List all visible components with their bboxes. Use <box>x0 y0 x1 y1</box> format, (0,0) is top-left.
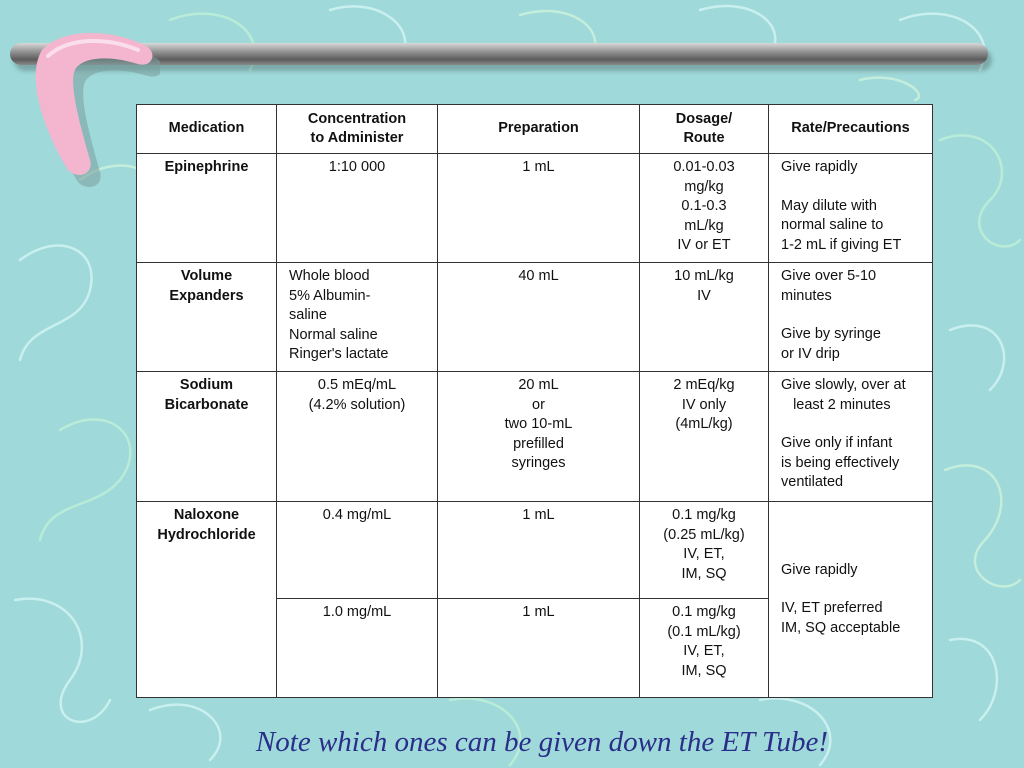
dosage-cell: 0.1 mg/kg (0.1 mL/kg) IV, ET, IM, SQ <box>640 599 769 698</box>
medication-name: Epinephrine <box>137 154 277 263</box>
rate-note: Give rapidly <box>781 159 858 175</box>
table-row <box>137 154 933 263</box>
medication-name: Volume Expanders <box>137 263 277 372</box>
dosage-cell: 0.01-0.03 mg/kg 0.1-0.3 mL/kg IV or ET <box>640 154 769 263</box>
rate-cell <box>769 502 933 698</box>
concentration-cell: 1.0 mg/mL <box>277 599 438 698</box>
medication-table <box>136 104 933 698</box>
rate-note: Give by syringe or IV drip <box>781 326 881 362</box>
table-header-row <box>137 105 933 154</box>
concentration-cell: 0.5 mEq/mL (4.2% solution) <box>277 372 438 502</box>
dosage-cell: 10 mL/kg IV <box>640 263 769 372</box>
table-row <box>137 372 933 502</box>
rate-note: Give only if infant is being effectively ventilated <box>781 435 900 490</box>
rate-note: Give over 5-10 minutes <box>781 268 877 304</box>
rate-cell <box>769 154 933 263</box>
header-concentration: Concentration to Administer <box>277 105 438 154</box>
footer-note: Note which ones can be given down the ET Tube! <box>255 726 829 758</box>
medication-name: Naloxone Hydrochloride <box>137 502 277 698</box>
preparation-cell: 20 mL or two 10-mL prefilled syringes <box>438 372 640 502</box>
table-row <box>137 263 933 372</box>
medication-name: Sodium Bicarbonate <box>137 372 277 502</box>
preparation-cell: 40 mL <box>438 263 640 372</box>
rate-note: May dilute with normal saline to 1-2 mL if giving ET <box>781 197 902 253</box>
header-preparation: Preparation <box>438 105 640 154</box>
header-dosage-route: Dosage/ Route <box>640 105 769 154</box>
dosage-cell: 2 mEq/kg IV only (4mL/kg) <box>640 372 769 502</box>
rate-note: IV, ET preferred IM, SQ acceptable <box>781 600 901 636</box>
rate-cell <box>769 372 933 502</box>
dosage-cell: 0.1 mg/kg (0.25 mL/kg) IV, ET, IM, SQ <box>640 502 769 599</box>
rate-note: Give slowly, over at least 2 minutes <box>781 377 906 413</box>
concentration-cell: 1:10 000 <box>277 154 438 263</box>
table-row <box>137 502 933 599</box>
header-rate-precautions: Rate/Precautions <box>769 105 933 154</box>
rate-cell <box>769 263 933 372</box>
preparation-cell: 1 mL <box>438 502 640 599</box>
concentration-cell: Whole blood 5% Albumin- saline Normal saline Ringer's lactate <box>277 263 438 372</box>
rate-note: Give rapidly <box>781 561 858 578</box>
preparation-cell: 1 mL <box>438 154 640 263</box>
header-medication: Medication <box>137 105 277 154</box>
preparation-cell: 1 mL <box>438 599 640 698</box>
concentration-cell: 0.4 mg/mL <box>277 502 438 599</box>
